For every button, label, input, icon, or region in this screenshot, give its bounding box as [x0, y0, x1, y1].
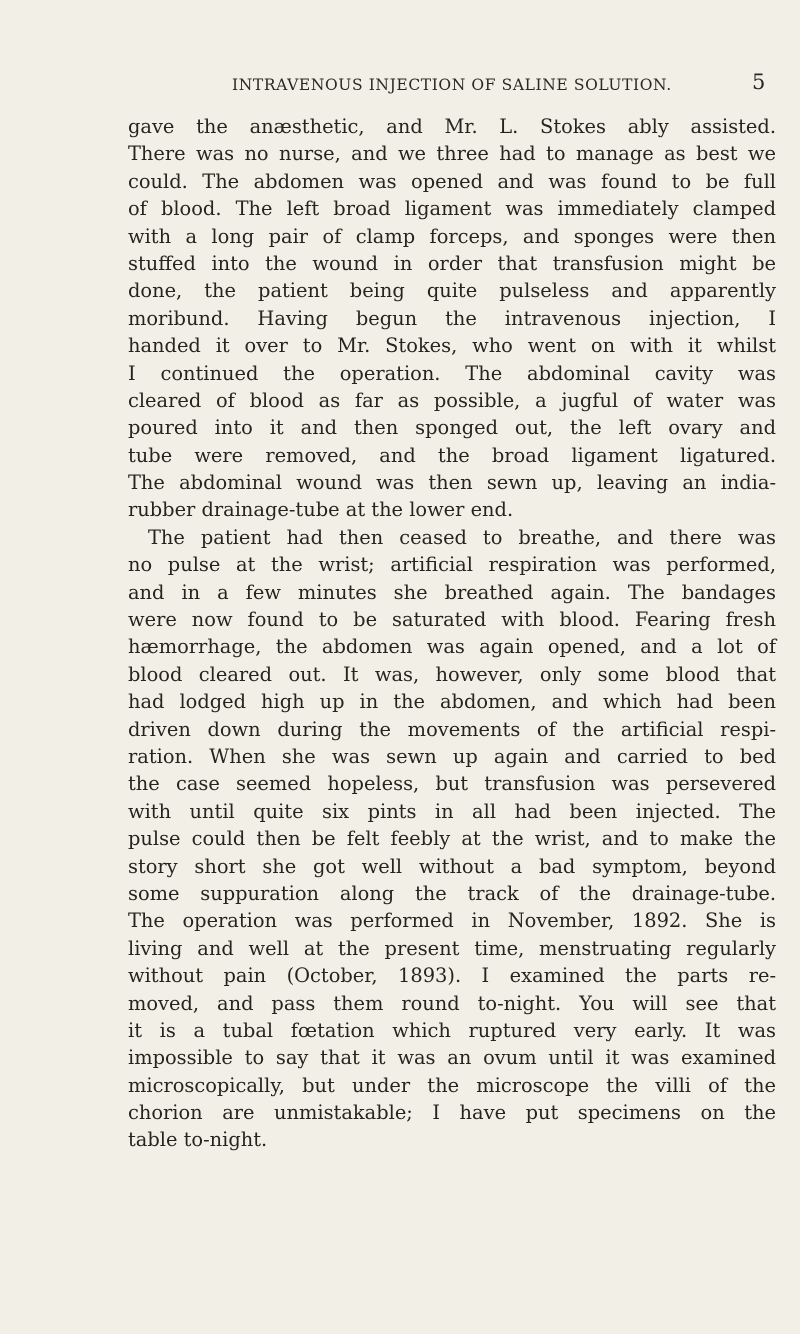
- text-line: tube were removed, and the broad ligament ligatured.: [128, 443, 776, 467]
- text-line: driven down during the movements of the artificial respi-: [128, 717, 776, 741]
- text-line: of blood. The left broad ligament was immediately clamped: [128, 197, 776, 221]
- text-line: The abdominal wound was then sewn up, leaving an india-: [128, 471, 776, 495]
- text-line: done, the patient being quite pulseless and apparently: [128, 279, 776, 303]
- text-line: with a long pair of clamp forceps, and sponges were then: [128, 224, 776, 248]
- body-text: [128, 113, 776, 1154]
- text-line: The operation was performed in November, 1892. She is: [128, 909, 776, 933]
- text-line: poured into it and then sponged out, the left ovary and: [128, 416, 776, 440]
- text-line: without pain (October, 1893). I examined the parts re-: [128, 964, 776, 988]
- text-line: handed it over to Mr. Stokes, who went on with it whilst: [128, 334, 776, 358]
- text-line: could. The abdomen was opened and was found to be full: [128, 169, 776, 193]
- text-line: the case seemed hopeless, but transfusion was persevered: [128, 772, 776, 796]
- running-head: INTRAVENOUS INJECTION OF SALINE SOLUTION.: [232, 76, 672, 94]
- text-line: stuffed into the wound in order that transfusion might be: [128, 251, 776, 275]
- text-line: I continued the operation. The abdominal cavity was: [128, 361, 776, 385]
- text-line: with until quite six pints in all had been injected. The: [128, 799, 776, 823]
- text-line: pulse could then be felt feebly at the wrist, and to make the: [128, 827, 776, 851]
- text-line: moved, and pass them round to-night. You will see that: [128, 991, 776, 1015]
- text-line: no pulse at the wrist; artificial respiration was performed,: [128, 553, 776, 577]
- text-line: impossible to say that it was an ovum until it was examined: [128, 1046, 776, 1070]
- text-line: microscopically, but under the microscope the villi of the: [128, 1073, 776, 1097]
- text-line: and in a few minutes she breathed again. The bandages: [128, 580, 776, 604]
- paragraph-end-line: rubber drainage-tube at the lower end.: [128, 498, 514, 522]
- text-line: had lodged high up in the abdomen, and which had been: [128, 690, 776, 714]
- paragraph-start-line: The patient had then ceased to breathe, and there was: [148, 525, 776, 549]
- text-line: moribund. Having begun the intravenous injection, I: [128, 306, 776, 330]
- text-line: chorion are unmistakable; I have put specimens on the: [128, 1101, 776, 1125]
- text-line: story short she got well without a bad symptom, beyond: [128, 854, 776, 878]
- text-line: some suppuration along the track of the drainage-tube.: [128, 881, 776, 905]
- text-line: living and well at the present time, menstruating regularly: [128, 936, 776, 960]
- text-line: gave the anæsthetic, and Mr. L. Stokes ably assisted.: [128, 115, 776, 138]
- text-line: were now found to be saturated with blood. Fearing fresh: [128, 608, 776, 632]
- text-line: blood cleared out. It was, however, only some blood that: [128, 662, 776, 686]
- text-line: ration. When she was sewn up again and carried to bed: [128, 744, 776, 768]
- page-number: 5: [752, 70, 766, 94]
- text-line: There was no nurse, and we three had to manage as best we: [128, 142, 776, 166]
- paragraph-end-line: table to-night.: [128, 1128, 268, 1152]
- text-line: cleared of blood as far as possible, a jugful of water was: [128, 388, 776, 412]
- text-line: hæmorrhage, the abdomen was again opened, and a lot of: [128, 635, 776, 659]
- text-line: it is a tubal fœtation which ruptured very early. It was: [128, 1018, 776, 1042]
